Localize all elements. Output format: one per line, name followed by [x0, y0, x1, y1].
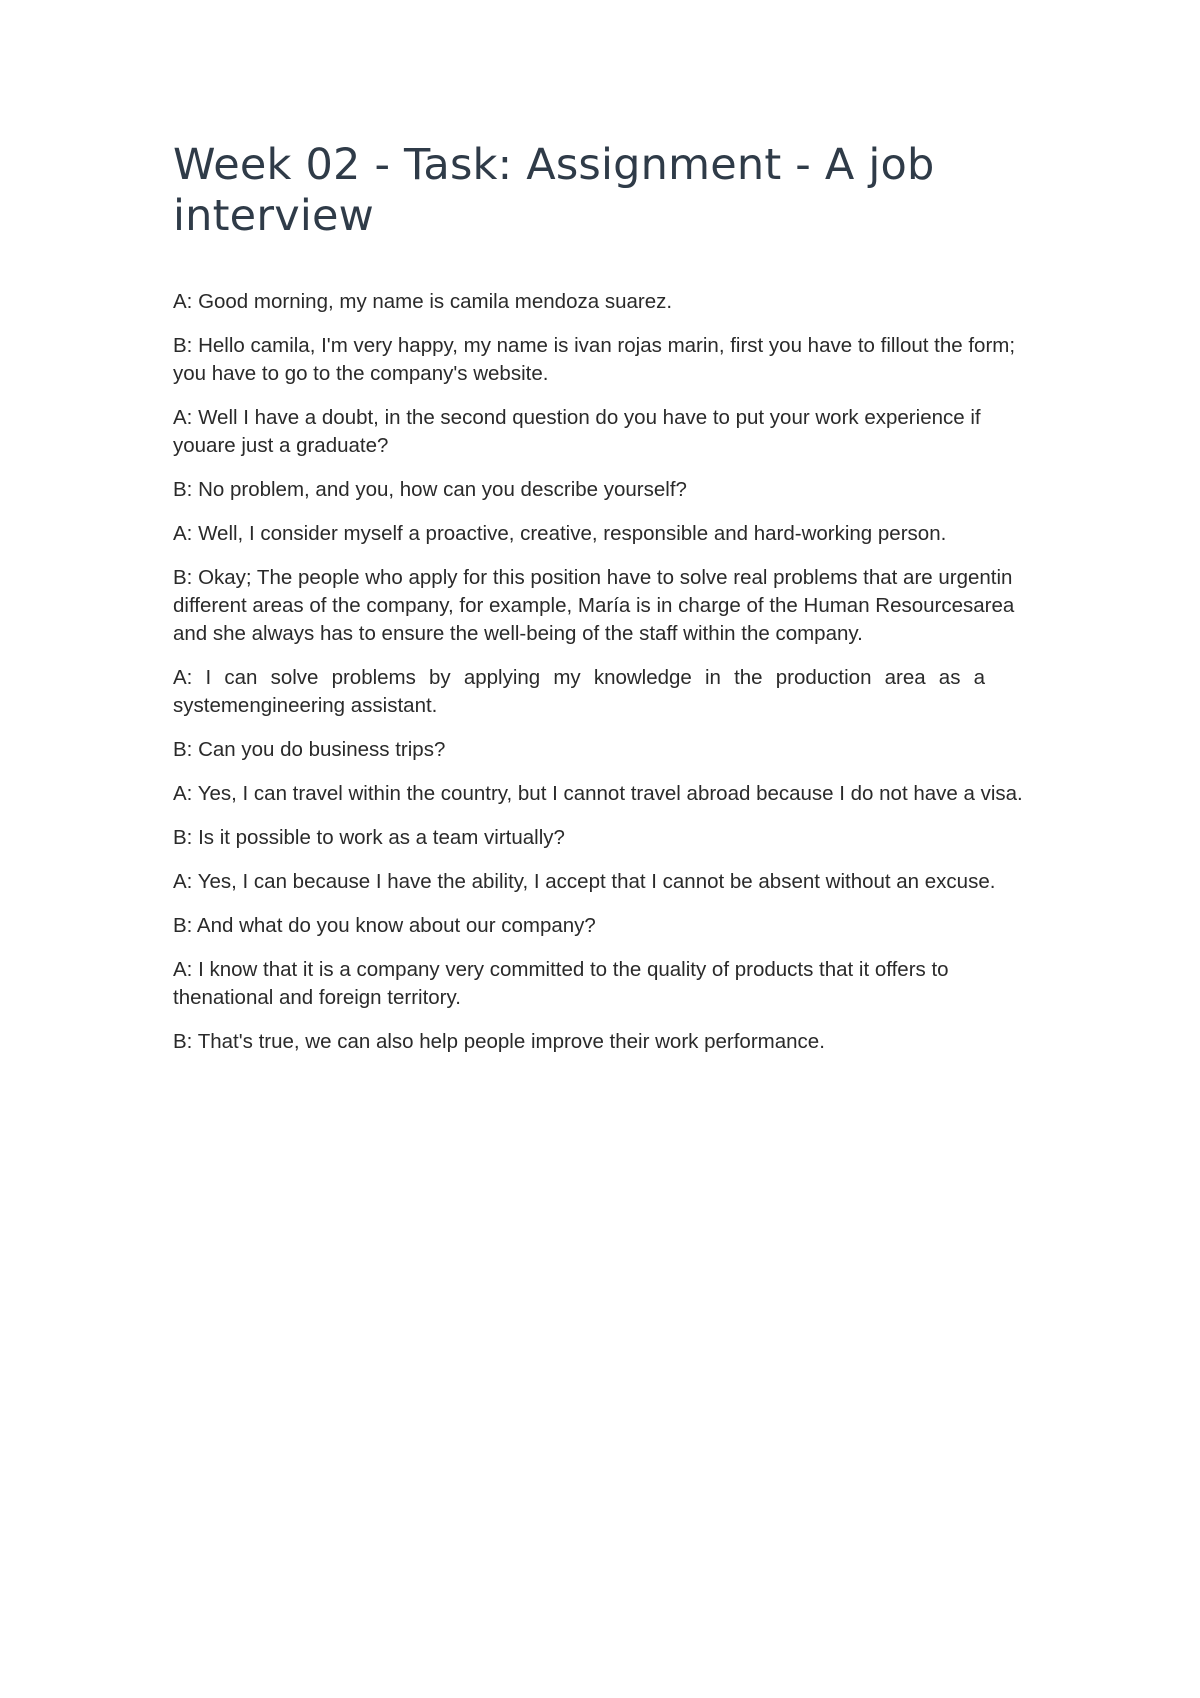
dialogue-line: B: Hello camila, I'm very happy, my name is ivan rojas marin, first you have to fillout the form; you have to go to the company's website. [173, 334, 1016, 385]
dialogue-line: B: That's true, we can also help people improve their work performance. [173, 1030, 825, 1053]
dialogue-line: A: Well, I consider myself a proactive, creative, responsible and hard-working person. [173, 522, 947, 545]
dialogue-line: A: Yes, I can because I have the ability, I accept that I cannot be absent without an excuse. [173, 870, 996, 893]
dialogue-line: B: Okay; The people who apply for this position have to solve real problems that are urgentin different areas of the company, for example, María is in charge of the Human Resourcesarea and she always has to ensure the well-being of the staff within the company. [173, 566, 1015, 645]
dialogue-line: A: I can solve problems by applying my knowledge in the production area as a systemengineering assistant. [173, 666, 985, 717]
document-content [173, 140, 1035, 1072]
dialogue [173, 288, 1035, 1056]
dialogue-line: B: No problem, and you, how can you describe yourself? [173, 478, 687, 501]
dialogue-line: B: Is it possible to work as a team virtually? [173, 826, 565, 849]
dialogue-line: A: Good morning, my name is camila mendoza suarez. [173, 290, 673, 313]
document-title: Week 02 - Task: Assignment - A job interview [173, 140, 935, 241]
dialogue-line: B: Can you do business trips? [173, 738, 446, 761]
dialogue-line: B: And what do you know about our company? [173, 914, 596, 937]
dialogue-line: A: I know that it is a company very committed to the quality of products that it offers to thenational and foreign territory. [173, 958, 949, 1009]
dialogue-line: A: Well I have a doubt, in the second question do you have to put your work experience if youare just a graduate? [173, 406, 981, 457]
dialogue-line: A: Yes, I can travel within the country, but I cannot travel abroad because I do not have a visa. [173, 782, 1023, 805]
